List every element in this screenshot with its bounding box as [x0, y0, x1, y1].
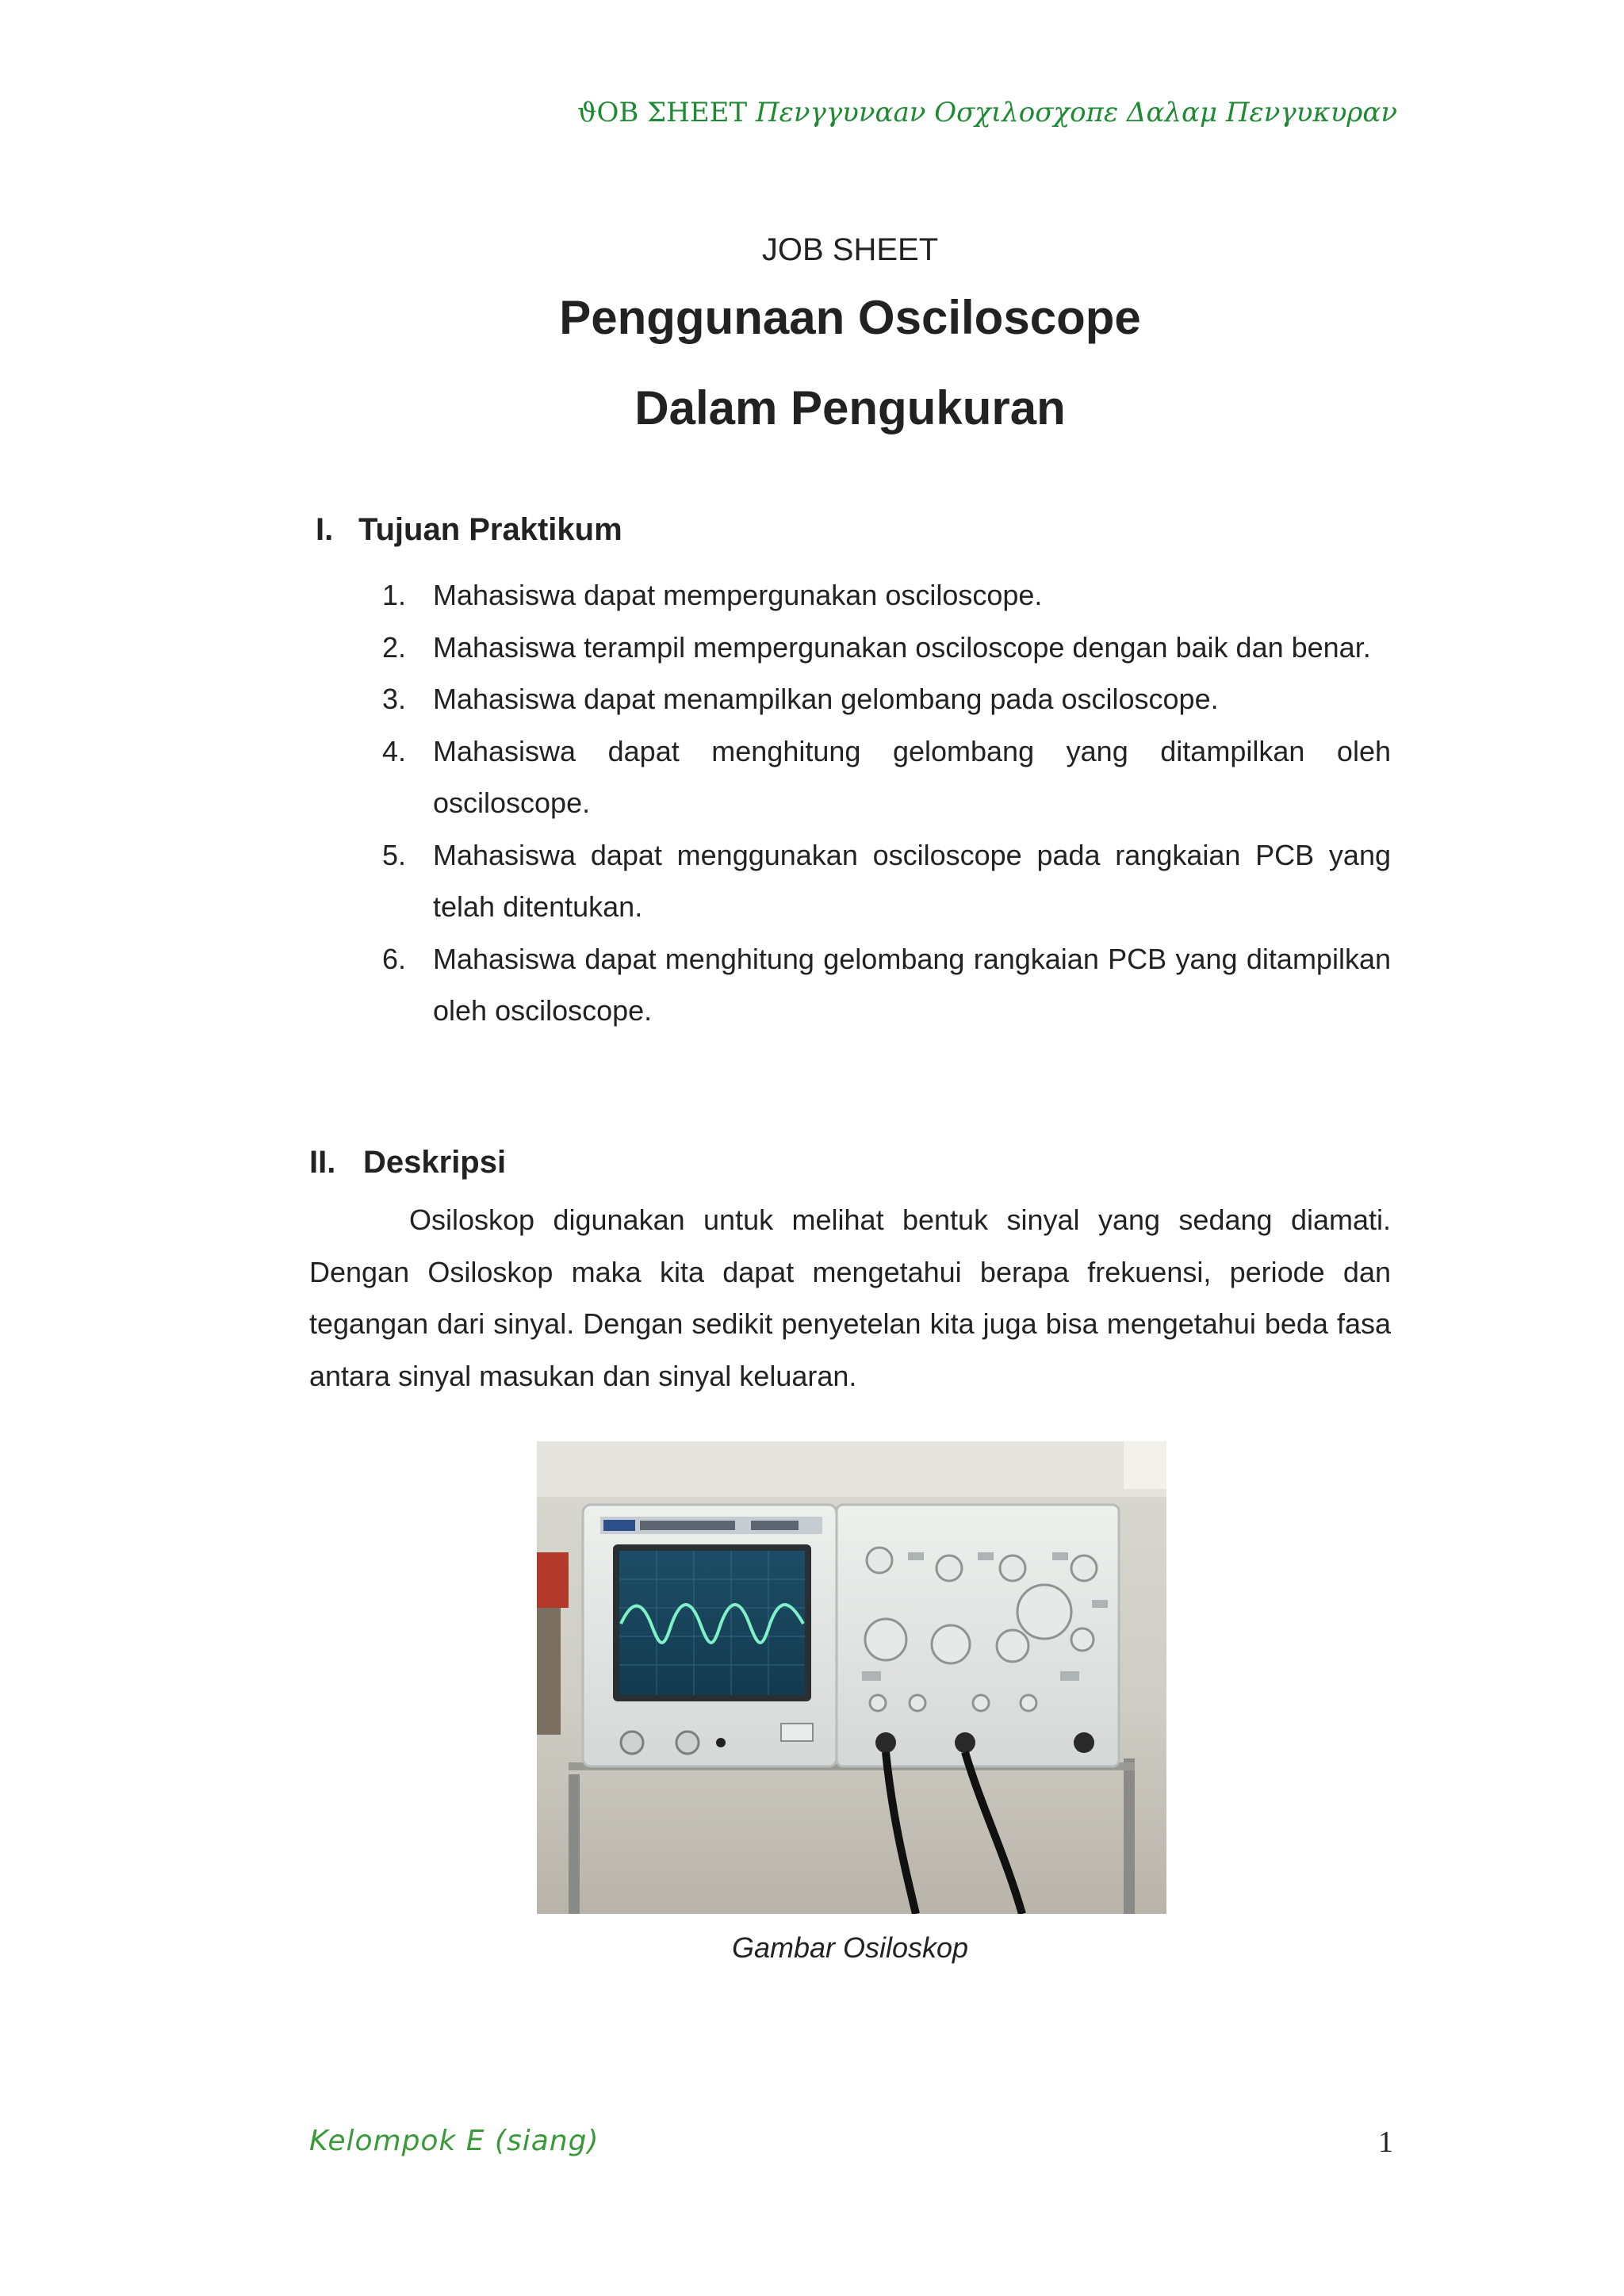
section-heading-deskripsi: [309, 1145, 506, 1181]
description-paragraph: Osiloskop digunakan untuk melihat bentuk sinyal yang sedang diamati. Dengan Osiloskop maka kita dapat mengetahui berapa frekuensi, periode dan tegangan dari sinyal. Dengan sedikit penyetelan kita juga bisa mengetahui beda fasa antara sinyal masukan dan sinyal keluaran.: [309, 1203, 1391, 1392]
item-text: Mahasiswa dapat mempergunakan osciloscope.: [433, 579, 1043, 611]
section-title: Deskripsi: [363, 1145, 507, 1180]
item-text: Mahasiswa terampil mempergunakan osciloscope dengan baik dan benar.: [433, 630, 1371, 664]
item-number: 6.: [382, 942, 407, 975]
title-block: [0, 230, 1624, 450]
list-item: [382, 622, 1391, 674]
list-item: [382, 933, 1391, 1037]
running-header: [577, 97, 1397, 128]
item-number: 5.: [382, 838, 407, 871]
list-item: [382, 725, 1391, 829]
item-text: Mahasiswa dapat menggunakan osciloscope pada rangkaian PCB yang telah ditentukan.: [433, 838, 1391, 923]
item-number: 2.: [382, 630, 407, 664]
section-number: I.: [316, 512, 334, 547]
section-number: II.: [309, 1145, 336, 1180]
item-number: 1.: [382, 579, 407, 611]
item-text: Mahasiswa dapat menampilkan gelombang pada osciloscope.: [433, 683, 1219, 715]
oscilloscope-photo: [537, 1441, 1166, 1914]
document-label: JOB SHEET: [761, 232, 939, 267]
document-title-line1: Penggunaan Osciloscope: [559, 291, 1141, 344]
item-number: 4.: [382, 734, 407, 767]
item-text: Mahasiswa dapat menghitung gelombang yang ditampilkan oleh osciloscope.: [433, 734, 1391, 819]
figure-caption: Gambar Osiloskop: [731, 1931, 969, 1964]
section-heading-tujuan: [316, 512, 622, 548]
objectives-list: [382, 569, 1391, 1037]
item-text: Mahasiswa dapat menghitung gelombang rangkaian PCB yang ditampilkan oleh osciloscope.: [433, 942, 1391, 1027]
running-header-title: Πενγγυναaν Οσχιλοσχοπε Δαλαμ Πενγυκυραν: [755, 97, 1397, 128]
list-item: [382, 829, 1391, 933]
section-title: Tujuan Praktikum: [358, 512, 622, 547]
running-header-prefix: ϑΟΒ ΣΗΕΕΤ: [577, 97, 748, 128]
page-number: 1: [1378, 2126, 1393, 2159]
document-title-line2: Dalam Pengukuran: [634, 381, 1066, 434]
footer-group-label: Kelompok E (siang): [309, 2125, 599, 2157]
list-item: [382, 569, 1391, 622]
list-item: [382, 673, 1391, 725]
item-number: 3.: [382, 683, 407, 715]
